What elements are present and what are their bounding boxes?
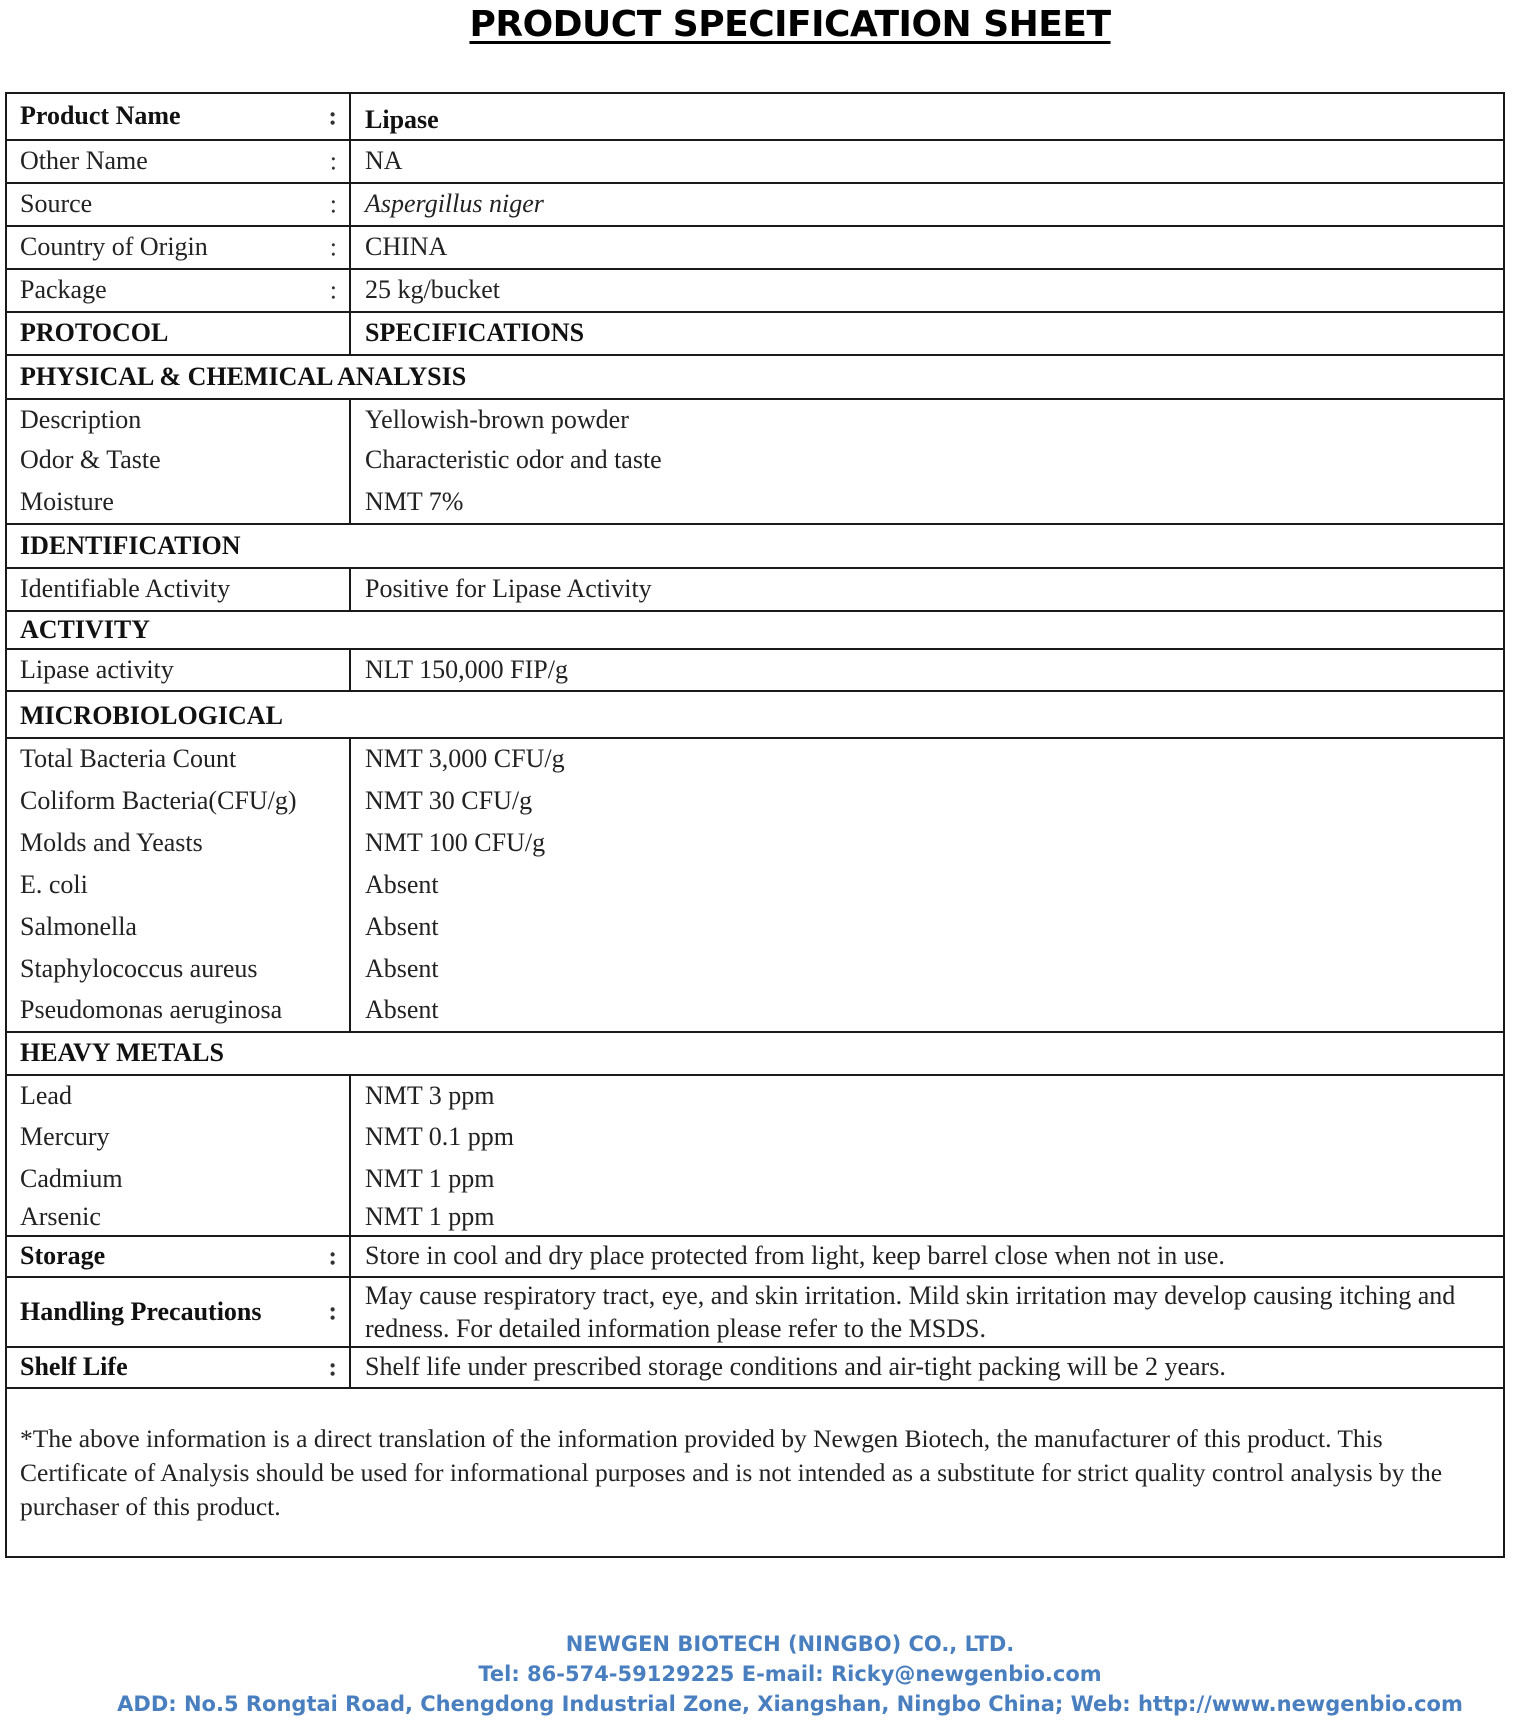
row-value: NLT 150,000 FIP/g (350, 649, 1504, 691)
table-row (6, 440, 1504, 481)
row-value: NMT 0.1 ppm (350, 1117, 1504, 1158)
handling-label: Handling Precautions : (6, 1277, 350, 1347)
source-row (6, 183, 1504, 226)
section-physical (6, 355, 1504, 399)
table-row (6, 780, 1504, 822)
storage-row (6, 1236, 1504, 1277)
section-micro (6, 691, 1504, 738)
shelf-life-row (6, 1347, 1504, 1388)
row-label: Molds and Yeasts (20, 827, 203, 857)
other-name-value: NA (350, 140, 1504, 183)
table-row (6, 649, 1504, 691)
row-label: Arsenic (6, 1200, 350, 1236)
row-value: NMT 30 CFU/g (350, 780, 1504, 822)
package-row (6, 269, 1504, 312)
page-title: PRODUCT SPECIFICATION SHEET (469, 4, 1111, 45)
row-value: Positive for Lipase Activity (350, 568, 1504, 611)
handling-value: May cause respiratory tract, eye, and skin irritation. Mild skin irritation may develop causing itching and redness. For detailed information please refer to the MSDS. (350, 1277, 1504, 1347)
row-label: Lipase activity (6, 649, 350, 691)
row-value: NMT 7% (350, 481, 1504, 524)
specifications-header: SPECIFICATIONS (350, 312, 1504, 355)
table-row (6, 399, 1504, 440)
row-value: NMT 3 ppm (350, 1075, 1504, 1117)
origin-value: CHINA (350, 226, 1504, 269)
row-value: Absent (350, 948, 1504, 990)
row-label: Coliform Bacteria(CFU/g) (20, 785, 297, 815)
row-label: E. coli (20, 869, 88, 899)
table-row (6, 990, 1504, 1032)
section-identification (6, 524, 1504, 568)
shelf-life-value: Shelf life under prescribed storage conditions and air-tight packing will be 2 years. (350, 1347, 1504, 1388)
row-label: Description (20, 404, 142, 434)
package-value: 25 kg/bucket (350, 269, 1504, 312)
footer-address: ADD: No.5 Rongtai Road, Chengdong Industrial Zone, Xiangshan, Ningbo China; Web: http://www.newgenbio.com (117, 1692, 1463, 1716)
row-label: Total Bacteria Count (20, 744, 237, 774)
table-row (6, 822, 1504, 864)
origin-row (6, 226, 1504, 269)
table-row (6, 1158, 1504, 1200)
spec-table (6, 94, 1504, 1389)
protocol-header: PROTOCOL (6, 312, 350, 355)
package-label: Package : (6, 269, 350, 312)
storage-label: Storage : (6, 1236, 350, 1277)
handling-row (6, 1277, 1504, 1347)
product-name-value: Lipase (350, 94, 1504, 140)
section-title: HEAVY METALS (6, 1032, 1504, 1075)
row-label: Pseudomonas aeruginosa (6, 990, 350, 1032)
row-label: Moisture (6, 481, 350, 524)
row-value: Absent (350, 906, 1504, 948)
section-metals (6, 1032, 1504, 1075)
row-label: Identifiable Activity (6, 568, 350, 611)
other-name-label: Other Name : (6, 140, 350, 183)
row-value: Absent (350, 990, 1504, 1032)
row-label: Mercury (20, 1122, 110, 1152)
product-name-label: Product Name : (6, 94, 350, 140)
origin-label: Country of Origin : (6, 226, 350, 269)
row-value: NMT 100 CFU/g (350, 822, 1504, 864)
row-value: NMT 1 ppm (350, 1158, 1504, 1200)
protocol-header-row (6, 312, 1504, 355)
section-title: MICROBIOLOGICAL (6, 691, 1504, 738)
footer-company: NEWGEN BIOTECH (NINGBO) CO., LTD. (565, 1632, 1015, 1656)
table-row (6, 1117, 1504, 1158)
section-activity (6, 611, 1504, 649)
row-label: Salmonella (20, 911, 137, 941)
table-row (6, 1075, 1504, 1117)
other-name-row (6, 140, 1504, 183)
table-row (6, 864, 1504, 906)
row-label: Odor & Taste (20, 445, 161, 475)
row-value: Characteristic odor and taste (350, 440, 1504, 481)
table-row (6, 1200, 1504, 1236)
shelf-life-label: Shelf Life : (6, 1347, 350, 1388)
table-row (6, 481, 1504, 524)
product-name-row (6, 94, 1504, 140)
row-label: Cadmium (20, 1163, 123, 1193)
table-row (6, 906, 1504, 948)
row-value: NMT 1 ppm (350, 1200, 1504, 1236)
source-label: Source : (6, 183, 350, 226)
source-value: Aspergillus niger (350, 183, 1504, 226)
table-row (6, 948, 1504, 990)
table-row (6, 568, 1504, 611)
section-title: IDENTIFICATION (6, 524, 1504, 568)
row-value: Yellowish-brown powder (350, 399, 1504, 440)
table-row (6, 738, 1504, 780)
row-label: Lead (20, 1081, 72, 1111)
row-value: Absent (350, 864, 1504, 906)
disclaimer-note: *The above information is a direct translation of the information provided by Newgen Biotech, the manufacturer of this product. This Certificate of Analysis should be used for informational purposes and is not intended as a substitute for strict quality control analysis by the purchaser of this product. (20, 1424, 1443, 1521)
storage-value: Store in cool and dry place protected from light, keep barrel close when not in use. (350, 1236, 1504, 1277)
row-label: Staphylococcus aureus (20, 953, 258, 983)
footer-contact: Tel: 86-574-59129225 E-mail: Ricky@newgenbio.com (478, 1662, 1102, 1686)
section-title: PHYSICAL & CHEMICAL ANALYSIS (6, 355, 1504, 399)
row-value: NMT 3,000 CFU/g (350, 738, 1504, 780)
section-title: ACTIVITY (20, 614, 151, 644)
